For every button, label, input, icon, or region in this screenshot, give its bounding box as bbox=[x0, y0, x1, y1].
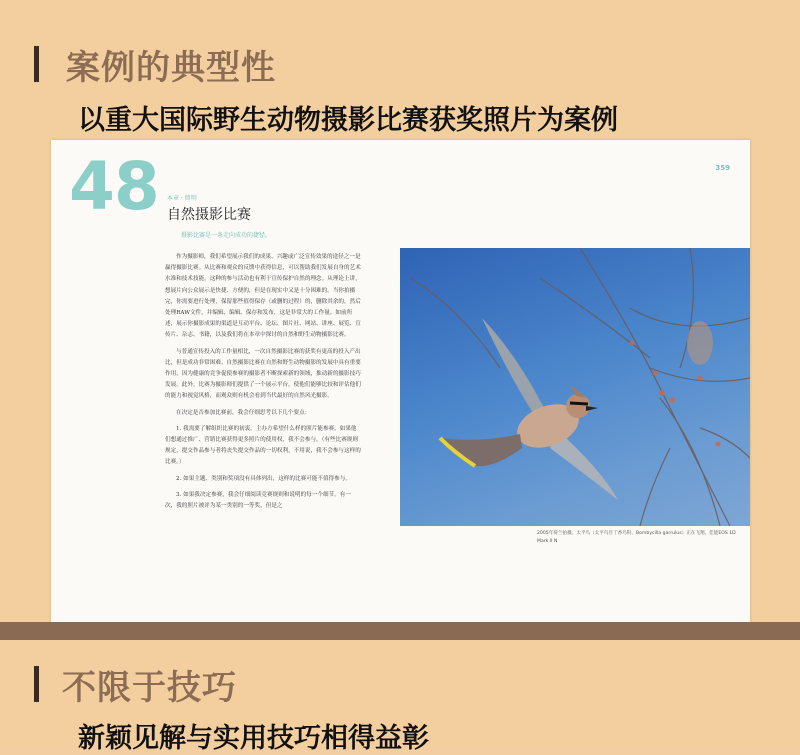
section2-title: 不限于技巧 bbox=[62, 668, 237, 708]
divider-band bbox=[0, 622, 800, 640]
bird bbox=[440, 318, 618, 500]
chapter-kicker: 本章 · 简明 bbox=[167, 195, 197, 202]
section-marker bbox=[34, 666, 39, 702]
bird-photo bbox=[400, 248, 750, 526]
section2-subtitle: 新颖见解与实用技巧相得益彰 bbox=[78, 723, 429, 754]
page-number: 359 bbox=[715, 164, 730, 172]
section1-subtitle: 以重大国际野生动物摄影比赛获奖照片为案例 bbox=[78, 105, 618, 136]
paragraph: 与普通宣传投入的工作量相比，一次自然摄影比赛的获奖有更高的投入产出比，但是成功非常困难。自然摄影比赛在自然和野生动物摄影的发展中具有重要作用，因为健康的竞争促使参赛的摄影者不断探索新的领域，推动新的摄影技巧发展。此外，比赛为摄影师们提供了一个展示平台，使他们能够比较和评估他们的能力和视觉风格，而观众则有机会看到当代最好的自然风光摄影。 bbox=[165, 348, 361, 400]
chapter-title: 自然摄影比赛 bbox=[167, 207, 251, 223]
section1-title: 案例的典型性 bbox=[66, 48, 276, 88]
photo-caption: 2005年荷兰拍摄。太平鸟（太平鸟目丁香鸟科，Bombycilla garrulus）正在飞翔。佳能EOS 1D Mark II N bbox=[537, 531, 736, 544]
paragraph: 3. 如果我决定参赛，我会仔细阅读竞赛规则和说明的每一个细节。有一次，我的照片被评为某一类别的一等奖，但是之 bbox=[165, 491, 351, 510]
paragraph: 2. 如果主题、类别和奖项没有具体列出，这样的比赛可能不值得参与。 bbox=[176, 475, 351, 482]
paragraph: 作为摄影师，我们希望展示我们的成果、兴趣或广泛宣传效果的途径之一是赢得摄影比赛。从比赛和观众的反馈中获得信息，可以帮助我们发展自身的艺术水准和技术技能。这种的参与活动也有利于宣传保护自然的理念。从理论上讲，想展片向公众展示是快捷、方便的，但是在现实中又是十分困难的。当你拍摄完，你需要进行处理，保留那些值得保存（或删的过程）的，删除其余的，然后处理RAW文件，并编辑、编辑、保存和发布，这是非常大的工作量。如前所述，展示你摄影成果的渠道是互动平台、论坛、图片社、网站、讲座、展览、宣传片、杂志、书籍，以及我们将在本章中探讨的自然和野生动物摄影比赛。 bbox=[165, 254, 361, 339]
paragraph: 1. 我需要了解组织比赛的初衷。主办方希望什么样的照片能参赛，如果他们想通过推广、营销比赛获得更多照片的使用权，我不会参与。（有些比赛规则规定，提交作品参与者将丧失提交作品的一切权利，不用说，我不会参与这样的比赛。） bbox=[165, 425, 361, 466]
chapter-number: 48 bbox=[69, 148, 159, 225]
section-marker bbox=[34, 46, 39, 82]
body-text bbox=[165, 252, 362, 517]
book-spread bbox=[51, 140, 750, 632]
paragraph: 在决定是否参加比赛前，我会仔细思考以下几个要点： bbox=[176, 409, 311, 416]
chapter-subtitle: 摄影比赛是一条走向成功的捷径。 bbox=[181, 232, 272, 239]
waxwing-illustration bbox=[400, 248, 750, 526]
